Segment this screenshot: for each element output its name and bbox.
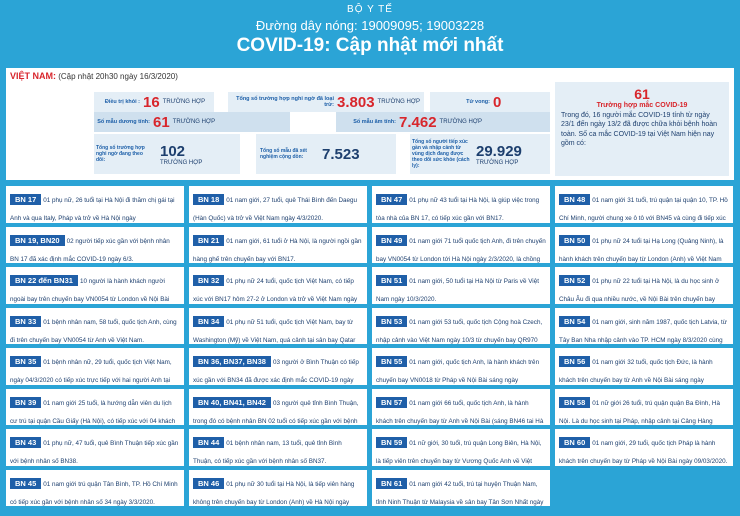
- case-tag: BN 40, BN41, BN42: [193, 397, 271, 408]
- stat-value: 102: [160, 142, 186, 160]
- case-tag: BN 32: [193, 275, 224, 286]
- case-card: [6, 308, 184, 345]
- case-tag: BN 55: [376, 356, 407, 367]
- case-tag: BN 46: [193, 478, 224, 489]
- case-card: [372, 470, 550, 507]
- case-card: [6, 429, 184, 466]
- stat-excluded: [228, 92, 424, 112]
- case-text: 03 người quê tỉnh Bình Thuận, trong đó có bệnh nhân BN 02 tuổi có tiếp xúc gần với bệnh: [193, 399, 359, 425]
- header: [0, 0, 740, 66]
- case-text: 01 phụ nữ 30 tuổi tại Hà Nội, là tiếp viên hàng không trên chuyến bay từ London (Anh) về Hà Nội ngày: [193, 480, 355, 506]
- stat-tested: [256, 134, 396, 174]
- case-text: 01 nam giới 32 tuổi, quốc tịch Đức, là hành khách trên chuyến bay từ Anh về Nội Bài sáng ngày: [559, 359, 713, 384]
- case-card: [372, 186, 550, 223]
- case-card: [189, 308, 367, 345]
- update-note: (Cập nhật 20h30 ngày 16/3/2020): [58, 72, 178, 81]
- stat-value: 7.523: [322, 145, 360, 163]
- case-card: [555, 348, 733, 385]
- stat-negative: [336, 112, 550, 132]
- case-tag: BN 45: [10, 478, 41, 489]
- summary-text: Trong đó, 16 người mắc COVID-19 tính từ ngày 23/1 đến ngày 13/2 đã được chữa khỏi bệnh hoàn toàn. Số ca mắc COVID-19 tại Việt Nam hiện nay gồm có:: [561, 112, 718, 148]
- case-tag: BN 36, BN37, BN38: [193, 356, 271, 367]
- case-card: [189, 348, 367, 385]
- case-tag: BN 53: [376, 316, 407, 327]
- summary-number: 61: [634, 86, 650, 102]
- case-card: [555, 429, 733, 466]
- case-text: 01 bệnh nhân nữ, 29 tuổi, quốc tịch Việt Nam, ngày 04/3/2020 có tiếp xúc trực tiếp với hai người Anh tại: [10, 359, 172, 384]
- case-text: 10 người là hành khách người ngoài bay trên chuyến bay VN0054 từ London về Nội Bài: [10, 278, 170, 303]
- case-tag: BN 48: [559, 194, 590, 205]
- page-title: COVID-19: Cập nhật mới nhất: [236, 35, 504, 56]
- stat-unit: TRƯỜNG HỢP: [377, 99, 420, 105]
- case-text: 01 nam giới 25 tuổi, là hướng dẫn viên du lịch cư trú tại quận Cầu Giấy (Hà Nội), có tiếp xúc với 04 khách: [10, 399, 176, 425]
- case-card: [6, 389, 184, 426]
- case-text: 02 người tiếp xúc gần với bệnh nhân BN 17 đã xác định mắc COVID-19 ngày 6/3.: [10, 237, 170, 263]
- stat-label: Tổng số trường hợp nghi ngờ đang theo dõi:: [96, 145, 145, 163]
- stat-monitoring: [94, 134, 240, 174]
- stat-label: Điều trị khỏi :: [104, 98, 140, 105]
- case-text: 01 nam giới 31 tuổi, trú quận tại quận 10, TP. Hồ Chí Minh, người chung xe ô tô với BN45 và cùng đi tiếp xúc: [559, 197, 728, 222]
- case-card: [189, 267, 367, 304]
- case-card: [372, 389, 550, 426]
- case-tag: BN 52: [559, 275, 590, 286]
- case-card: [372, 227, 550, 264]
- case-text: 01 phụ nữ, 47 tuổi, quê Bình Thuận tiếp xúc gần với bệnh nhân số BN38.: [10, 440, 179, 465]
- stat-unit: TRƯỜNG HỢP: [439, 119, 482, 125]
- case-text: 01 nam giới, 27 tuổi, quê Thái Bình đến Daegu (Hàn Quốc) và trở về Việt Nam ngày 4/3/2020.: [193, 197, 358, 222]
- case-card: [372, 267, 550, 304]
- stat-unit: TRƯỜNG HỢP: [162, 99, 206, 105]
- stat-contacts: [410, 134, 550, 174]
- case-card: [6, 470, 184, 507]
- stat-unit: TRƯỜNG HỢP: [476, 159, 519, 166]
- case-tag: BN 21: [193, 235, 224, 246]
- case-tag: BN 22 đến BN31: [10, 275, 78, 286]
- case-text: 01 nam giới 42 tuổi, trú tại huyện Thuận Nam, tỉnh Ninh Thuận từ Malaysia về sân bay Tân Sơn Nhất ngày: [376, 480, 544, 506]
- stats-panel: [6, 68, 734, 180]
- stat-label: Số mẫu dương tính:: [97, 118, 150, 125]
- org-name: BỘ Y TẾ: [347, 4, 393, 15]
- case-card: [555, 227, 733, 264]
- case-text: 01 nữ giới 26 tuổi, trú quận quận Ba Đình, Hà Nội. Là du học sinh tại Pháp, nhập cảnh tại Cảng Hàng: [559, 399, 720, 425]
- stat-label: Tử vong:: [466, 98, 490, 105]
- case-tag: BN 58: [559, 397, 590, 408]
- case-text: 01 bệnh nhân nam, 13 tuổi, quê tỉnh Bình Thuận, có tiếp xúc gần với bệnh nhân số BN37.: [193, 440, 342, 465]
- case-card: [189, 429, 367, 466]
- case-text: 01 phụ nữ 43 tuổi tại Hà Nội, là giúp việc trong tòa nhà của BN 17, có tiếp xúc gần với BN17.: [376, 197, 540, 222]
- case-text: 01 phụ nữ 22 tuổi tại Hà Nội, là du học sinh ở Châu Âu đi qua nhiều nước, về Nội Bài trên chuyến bay: [559, 278, 720, 303]
- case-grid: [6, 186, 734, 512]
- stat-deaths: [430, 92, 550, 112]
- case-text: 01 bệnh nhân nam, 58 tuổi, quốc tịch Anh, cùng đi trên chuyến bay VN0054 từ Anh về Việt Nam.: [10, 318, 177, 344]
- case-card: [6, 227, 184, 264]
- case-card: [555, 308, 733, 345]
- case-tag: BN 39: [10, 397, 41, 408]
- stat-value: 29.929: [476, 142, 522, 160]
- stat-unit: TRƯỜNG HỢP: [160, 159, 203, 166]
- case-tag: BN 59: [376, 437, 407, 448]
- case-card: [555, 389, 733, 426]
- case-card: [555, 267, 733, 304]
- stat-value: 0: [493, 93, 502, 111]
- case-tag: BN 44: [193, 437, 224, 448]
- case-tag: BN 56: [559, 356, 590, 367]
- stat-unit: TRƯỜNG HỢP: [172, 119, 216, 125]
- vietnam-heading: [10, 71, 178, 81]
- case-tag: BN 57: [376, 397, 407, 408]
- case-text: 01 nữ giới, 30 tuổi, trú quận Long Biên, Hà Nội, là tiếp viên trên chuyến bay từ Vương Quốc Anh về Việt: [376, 440, 542, 465]
- stat-label: Số mẫu âm tính:: [353, 118, 396, 125]
- stat-cured: [94, 92, 214, 112]
- case-text: 01 nam giới, sinh năm 1987, quốc tịch Latvia, từ Tây Ban Nha nhập cảnh vào TP. HCM ngày 8/3/2020 cùng: [559, 318, 727, 344]
- case-text: 01 phụ nữ 24 tuổi, quốc tịch Việt Nam, có tiếp xúc với BN17 hôm 27-2 ở London và trở về Việt Nam ngày: [193, 278, 358, 303]
- case-tag: BN 54: [559, 316, 590, 327]
- case-tag: BN 60: [559, 437, 590, 448]
- stat-positive: [94, 112, 290, 132]
- case-text: 01 nam giới 71 tuổi quốc tịch Anh, đi trên chuyến bay VN0054 từ London tới Hà Nội ngày 2/3/2020, là chồng: [376, 237, 546, 263]
- case-card: [189, 227, 367, 264]
- case-card: [372, 429, 550, 466]
- case-text: 01 nam giới, 50 tuổi tại Hà Nội từ Paris về Việt Nam ngày 10/3/2020.: [376, 278, 539, 303]
- case-tag: BN 43: [10, 437, 41, 448]
- case-text: 03 người ở Bình Thuận có tiếp xúc gần với BN34 đã được xác định mắc COVID-19 ngày: [193, 359, 359, 384]
- case-tag: BN 61: [376, 478, 407, 489]
- case-tag: BN 50: [559, 235, 590, 246]
- case-card: [372, 348, 550, 385]
- stat-value: 3.803: [337, 93, 375, 111]
- case-text: 01 nam giới 53 tuổi, quốc tịch Cộng hoà Czech, nhập cảnh vào Việt Nam ngày 10/3 từ chuyến bay QR970: [376, 318, 543, 344]
- stat-value: 16: [143, 93, 160, 111]
- stat-value: 61: [153, 113, 170, 131]
- summary-box: [555, 82, 729, 176]
- case-tag: BN 49: [376, 235, 407, 246]
- case-card: [189, 389, 367, 426]
- case-text: 01 phụ nữ 24 tuổi tại Hạ Long (Quảng Ninh), là hành khách trên chuyến bay từ London (Anh) về Việt Nam: [559, 237, 724, 263]
- stat-label: Tổng số người tiếp xúc gần và nhập cảnh từ vùng dịch đang được theo dõi sức khỏe (cách ly):: [412, 139, 470, 169]
- case-text: 01 nam giới, 61 tuổi ở Hà Nội, là người ngồi gần hàng ghế trên chuyến bay với BN17.: [193, 237, 362, 263]
- case-tag: BN 51: [376, 275, 407, 286]
- case-tag: BN 18: [193, 194, 224, 205]
- case-card: [372, 308, 550, 345]
- case-card: [555, 186, 733, 223]
- case-text: 01 phụ nữ 51 tuổi, quốc tịch Việt Nam, bay từ Washington (Mỹ) về Việt Nam, quá cảnh tại sân bay Qatar: [193, 318, 356, 344]
- vietnam-label: VIỆT NAM:: [10, 71, 56, 81]
- case-tag: BN 35: [10, 356, 41, 367]
- case-text: 01 nam giới, 29 tuổi, quốc tịch Pháp là hành khách trên chuyến bay từ Pháp về Nội Bài ngày 09/03/2020.: [559, 440, 728, 465]
- case-text: 01 phụ nữ, 26 tuổi tại Hà Nội đi thăm chị gái tại Anh và qua Italy, Pháp và trở về Hà Nội ngày: [10, 197, 175, 222]
- case-tag: BN 47: [376, 194, 407, 205]
- case-tag: BN 17: [10, 194, 41, 205]
- stat-label: Tổng số trường hợp nghi ngờ đã loại trừ:: [236, 95, 334, 108]
- case-card: [6, 267, 184, 304]
- case-tag: BN 34: [193, 316, 224, 327]
- case-text: 01 nam giới trú quận Tân Bình, TP. Hồ Chí Minh có tiếp xúc gần với bệnh nhân số 34 ngày 3/3/2020.: [10, 480, 178, 506]
- hotline: Đường dây nóng: 19009095; 19003228: [255, 18, 485, 33]
- case-card: [6, 348, 184, 385]
- case-card: [189, 186, 367, 223]
- case-text: 01 nam giới 66 tuổi, quốc tịch Anh, là hành khách trên chuyến bay từ Anh về Nội Bài (sáng BN46 tai Hà: [376, 399, 544, 425]
- case-card: [189, 470, 367, 507]
- stat-label: Tổng số mẫu đã xét nghiệm cộng dồn:: [260, 148, 307, 160]
- case-card: [6, 186, 184, 223]
- summary-subtitle: Trường hợp mắc COVID-19: [596, 102, 688, 109]
- stat-value: 7.462: [399, 113, 437, 131]
- case-text: 01 nam giới, quốc tịch Anh, là hành khách trên chuyến bay VN0018 từ Pháp về Nội Bài sáng ngày: [376, 359, 540, 384]
- case-tag: BN 19, BN20: [10, 235, 65, 246]
- case-tag: BN 33: [10, 316, 41, 327]
